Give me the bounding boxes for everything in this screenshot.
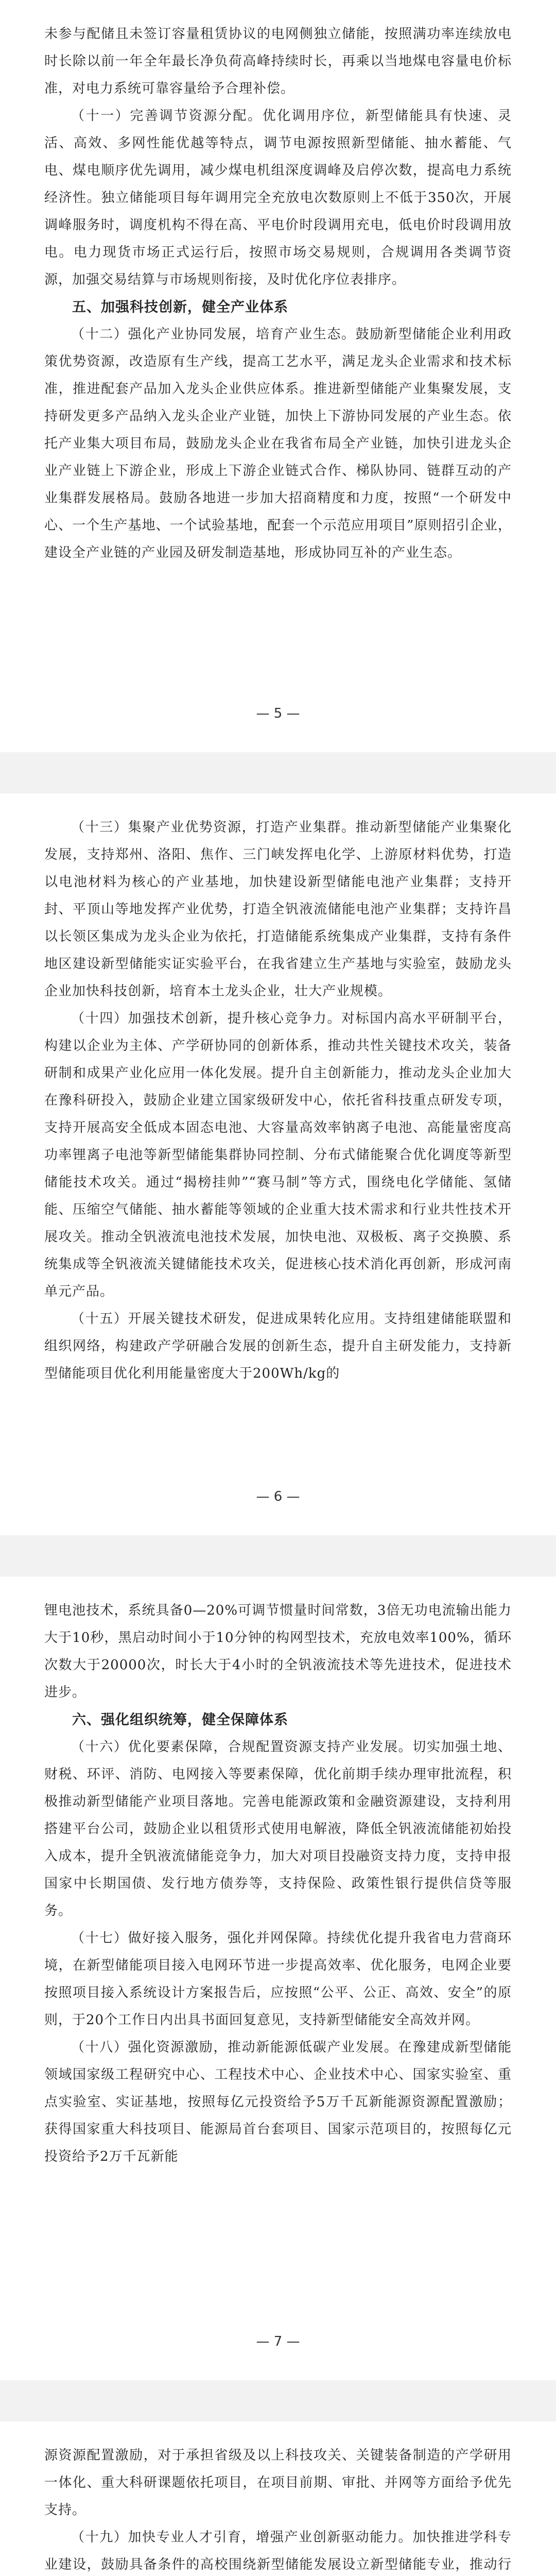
page-number: — 7 —: [256, 2334, 300, 2349]
document-page-7: [0, 1577, 556, 2380]
paragraph: （十二）强化产业协同发展，培育产业生态。鼓励新型储能企业利用政策优势资源，改造原有生产线，提高工艺水平，满足龙头企业需求和技术标准，推进配套产品加入龙头企业供应体系。推进新型储能产业集聚发展，支持研发更多产品纳入龙头企业产业链，加快上下游协同发展的产业生态。依托产业集大项目布局，鼓励龙头企业在我省布局全产业链，加快引进龙头企业产业链上下游企业，形成上下游企业链式合作、梯队协同、链群互动的产业集群发展格局。鼓励各地进一步加大招商精度和力度，按照“一个研发中心、一个生产基地、一个试验基地，配套一个示范应用项目”原则招引企业，建设全产业链的产业园及研发制造基地，形成协同互补的产业生态。: [44, 327, 512, 561]
paragraph: （十九）加快专业人才引育，增强产业创新驱动能力。加快推进学科专业建设，鼓励具备条件的高校围绕新型储能发展设立新型储能专业，推动行: [44, 2530, 512, 2572]
paragraph-continued: 未参与配储且未签订容量租赁协议的电网侧独立储能，按照满功率连续放电时长除以前一年全年最长净负荷高峰持续时长，再乘以当地煤电容量电价标准，对电力系统可靠容量给予合理补偿。: [44, 26, 512, 96]
page-separator: [0, 1535, 556, 1577]
paragraph: （十三）集聚产业优势资源，打造产业集群。推动新型储能产业集聚化发展，支持郑州、洛阳、焦作、三门峡发挥电化学、上游原材料优势，打造以电池材料为核心的产业基地，加快建设新型储能电池产业集群；支持开封、平顶山等地发挥产业优势，打造全钒液流储能电池产业集群；支持许昌以长领区集成为龙头企业为依托，打造储能系统集成产业集群，支持有条件地区建设新型储能实证实验平台，在我省建立生产基地与实验室，鼓励龙头企业加快科技创新，培育本土龙头企业，壮大产业规模。: [44, 820, 512, 999]
paragraph: （十六）优化要素保障，合规配置资源支持产业发展。切实加强土地、财税、环评、消防、电网接入等要素保障，优化前期手续办理审批流程，积极推动新型储能产业项目落地。完善电能源政策和金融资源建设，支持利用搭建平台公司，鼓励企业以租赁形式使用电解液，降低全钒液流储能初始投入成本，提升全钒液流储能竞争力，加大对项目投融资支持力度，支持申报国家中长期国债、发行地方债券等，支持保险、政策性银行提供信贷等服务。: [44, 1739, 512, 1919]
page-number: — 5 —: [256, 706, 300, 721]
paragraph: （十四）加强技术创新，提升核心竞争力。对标国内高水平研制平台，构建以企业为主体、产学研协同的创新体系，推动共性关键技术攻关，装备研制和成果产业化应用一体化发展。提升自主创新能力，推动龙头企业加大在豫科研投入，鼓励企业建立国家级研发中心，依托省科技重点研发专项，支持开展高安全低成本固态电池、大容量高效率钠离子电池、高能量密度高功率锂离子电池等新型储能集群协同控制、分布式储能聚合优化调度等新型储能技术攻关。通过“揭榜挂帅”“赛马制”等方式，围绕电化学储能、氢储能、压缩空气储能、抽水蓄能等领域的企业重大技术需求和行业共性技术开展攻关。推动全钒液流电池技术发展，加快电池、双极板、离子交换膜、系统集成等全钒液流关键储能技术攻关，促进核心技术消化再创新，形成河南单元产品。: [44, 1011, 512, 1299]
page-separator: [0, 2380, 556, 2421]
section-heading: 五、加强科技创新，健全产业体系: [72, 299, 288, 315]
page-number: — 6 —: [256, 1489, 300, 1504]
paragraph: （十一）完善调节资源分配。优化调用序位，新型储能具有快速、灵活、高效、多网性能优越等特点，调节电源按照新型储能、抽水蓄能、气电、煤电顺序优先调用，减少煤电机组深度调峰及启停次数，提高电力系统经济性。独立储能项目每年调用完全充放电次数原则上不低于350次，开展调峰服务时，调度机构不得在高、平电价时段调用充电，低电价时段调用放电。电力现货市场正式运行后，按照市场交易规则，合规调用各类调节资源，加强交易结算与市场规则衔接，及时优化序位表排序。: [44, 108, 512, 287]
document-page-6: [0, 793, 556, 1535]
paragraph: （十五）开展关键技术研发，促进成果转化应用。支持组建储能联盟和组织网络，构建政产学研融合发展的创新生态，提升自主研发能力，支持新型储能项目优化利用能量密度大于200Wh/kg的: [44, 1311, 512, 1381]
page-separator: [0, 752, 556, 793]
paragraph-continued: 源资源配置激励，对于承担省级及以上科技攻关、关键装备制造的产学研用一体化、重大科研课题依托项目，在项目前期、审批、并网等方面给予优先支持。: [44, 2448, 512, 2518]
document-page-8: [0, 2421, 556, 2576]
section-heading: 六、强化组织统筹，健全保障体系: [72, 1712, 288, 1728]
paragraph-continued: 锂电池技术，系统具备0—20%可调节惯量时间常数，3倍无功电流输出能力大于10秒，黑启动时间小于10分钟的构网型技术，充放电效率100%，循环次数大于20000次，时长大于4小时的全钒液流技术等先进技术，促进技术进步。: [44, 1603, 512, 1700]
document-page-5: [0, 0, 556, 752]
paragraph: （十八）强化资源激励，推动新能源低碳产业发展。在豫建成新型储能领域国家级工程研究中心、工程技术中心、企业技术中心、国家实验室、重点实验室、实证基地，按照每亿元投资给予5万千瓦新能源资源配置激励；获得国家重大科技项目、能源局首台套项目、国家示范项目的，按照每亿元投资给予2万千瓦新能: [44, 2040, 512, 2164]
paragraph: （十七）做好接入服务，强化并网保障。持续优化提升我省电力营商环境，在新型储能项目接入电网环节进一步提高效率、优化服务，电网企业要按照项目接入系统设计方案报告后，应按照“公平、公正、高效、安全”的原则，于20个工作日内出具书面回复意见，支持新型储能安全高效并网。: [44, 1930, 512, 2028]
